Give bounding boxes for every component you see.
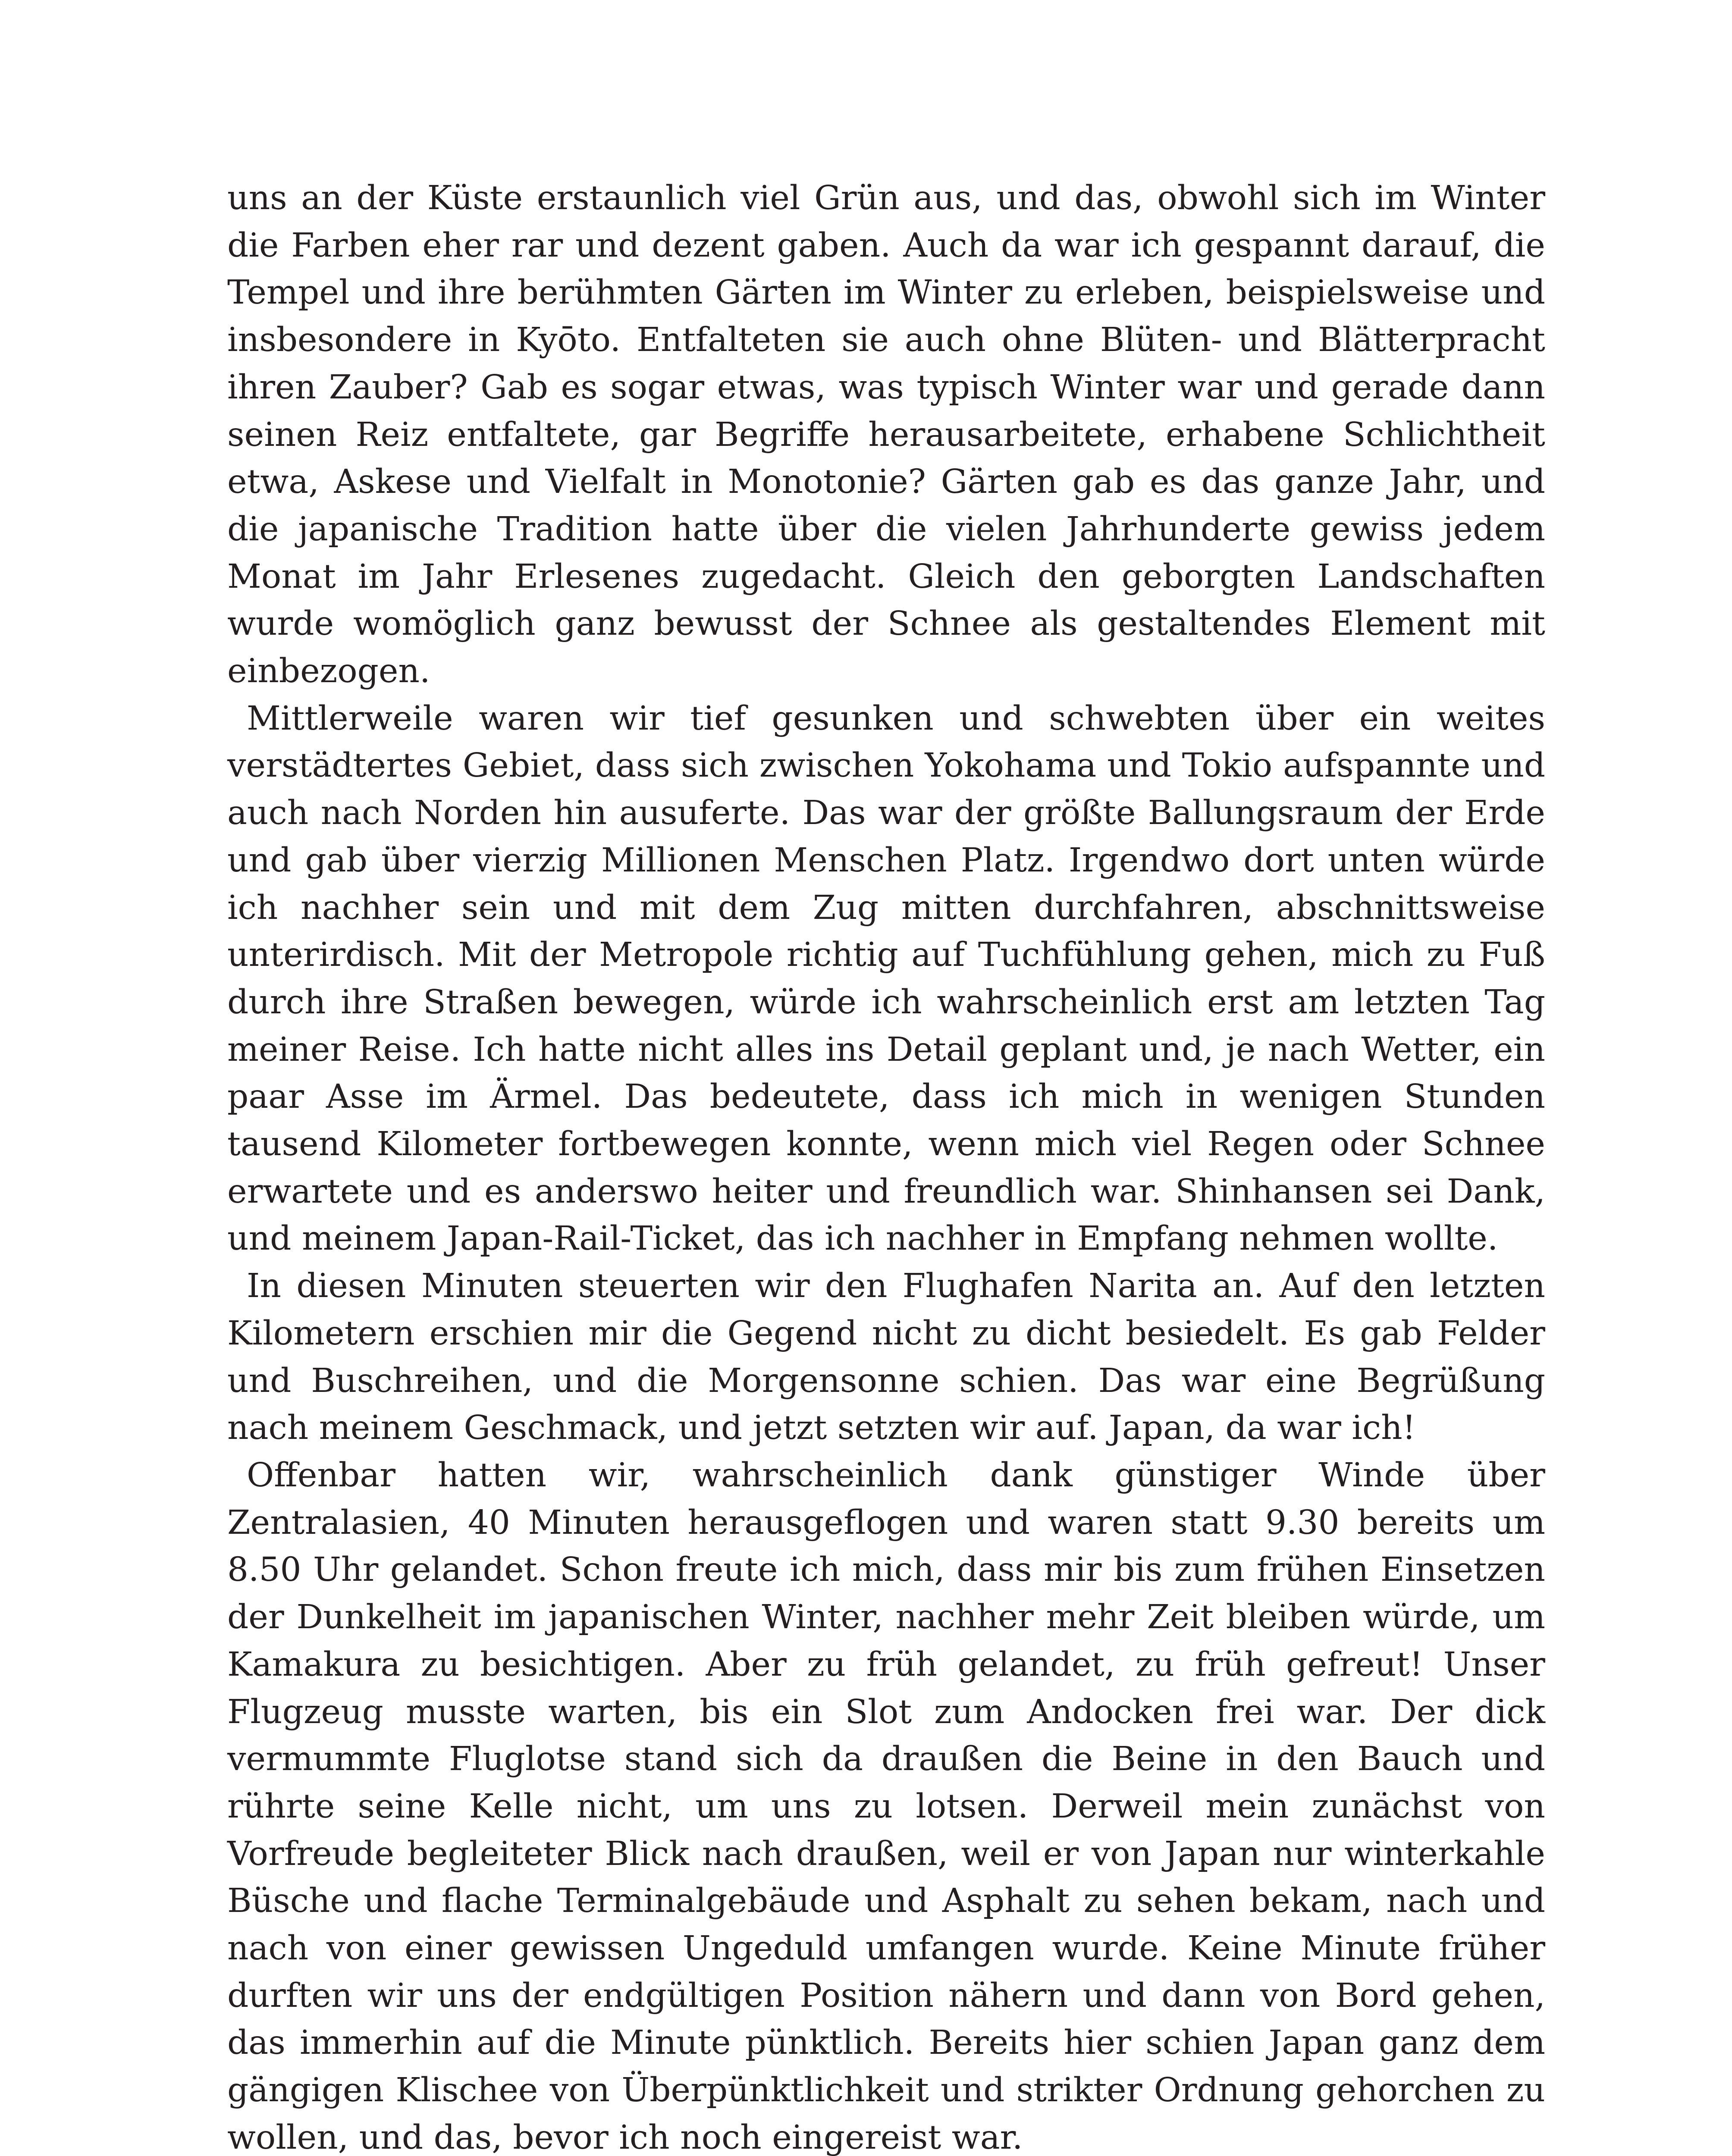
paragraph-2: Mittlerweile waren wir tief gesunken und schwebten über ein weites verstädtertes Gebiet, dass sich zwischen Yokohama und Tokio aufspannte und auch nach Norden hin ausuferte. Das war der größte Ballungsraum der Erde und gab über vierzig Millionen Menschen Platz. Irgendwo dort unten würde ich nachher sein und mit dem Zug mitten durchfahren, abschnittsweise unterirdisch. Mit der Metropole richtig auf Tuchfühlung gehen, mich zu Fuß durch ihre Straßen bewegen, würde ich wahrscheinlich erst am letzten Tag meiner Reise. Ich hatte nicht alles ins Detail geplant und, je nach Wetter, ein paar Asse im Ärmel. Das bedeutete, dass ich mich in wenigen Stunden tausend Kilometer fortbewegen konnte, wenn mich viel Regen oder Schnee erwartete und es anderswo heiter und freundlich war. Shinhansen sei Dank, und meinem Japan-Rail-Ticket, das ich nachher in Empfang nehmen wollte. <box>227 699 1545 1258</box>
paragraph-4: Offenbar hatten wir, wahrscheinlich dank günstiger Winde über Zentralasien, 40 Minuten herausgeflogen und waren statt 9.30 bereits um 8.50 Uhr gelandet. Schon freute ich mich, dass mir bis zum frühen Einsetzen der Dunkelheit im japanischen Winter, nachher mehr Zeit bleiben würde, um Kamakura zu besichtigen. Aber zu früh gelandet, zu früh gefreut! Unser Flugzeug musste warten, bis ein Slot zum Andocken frei war. Der dick vermummte Fluglotse stand sich da draußen die Beine in den Bauch und rührte seine Kelle nicht, um uns zu lotsen. Derweil mein zunächst von Vorfreude begleiteter Blick nach draußen, weil er von Japan nur winterkahle Büsche und flache Terminalgebäude und Asphalt zu sehen bekam, nach und nach von einer gewissen Ungeduld umfangen wurde. Keine Minute früher durften wir uns der endgültigen Position nähern und dann von Bord gehen, das immerhin auf die Minute pünktlich. Bereits hier schien Japan ganz dem gängigen Klischee von Überpünktlichkeit und strikter Ordnung gehorchen zu wollen, und das, bevor ich noch eingereist war. <box>227 1456 1545 2156</box>
paragraph-3: In diesen Minuten steuerten wir den Flughafen Narita an. Auf den letzten Kilometern erschien mir die Gegend nicht zu dicht besiedelt. Es gab Felder und Buschreihen, und die Morgensonne schien. Das war eine Begrüßung nach meinem Geschmack, und jetzt setzten wir auf. Japan, da war ich! <box>227 1267 1545 1448</box>
body-text <box>227 175 1545 2156</box>
paragraph-1: uns an der Küste erstaunlich viel Grün aus, und das, obwohl sich im Winter die Farben eher rar und dezent gaben. Auch da war ich gespannt darauf, die Tempel und ihre berühmten Gärten im Winter zu erleben, beispielsweise und insbesondere in Kyōto. Entfalteten sie auch ohne Blüten- und Blätterpracht ihren Zauber? Gab es sogar etwas, was typisch Winter war und gerade dann seinen Reiz entfaltete, gar Begriffe herausarbeitete, erhabene Schlichtheit etwa, Askese und Vielfalt in Monotonie? Gärten gab es das ganze Jahr, und die japanische Tradition hatte über die vielen Jahrhunderte gewiss jedem Monat im Jahr Erlesenes zugedacht. Gleich den geborgten Landschaften wurde womöglich ganz bewusst der Schnee als gestaltendes Element mit einbezogen. <box>227 179 1545 691</box>
